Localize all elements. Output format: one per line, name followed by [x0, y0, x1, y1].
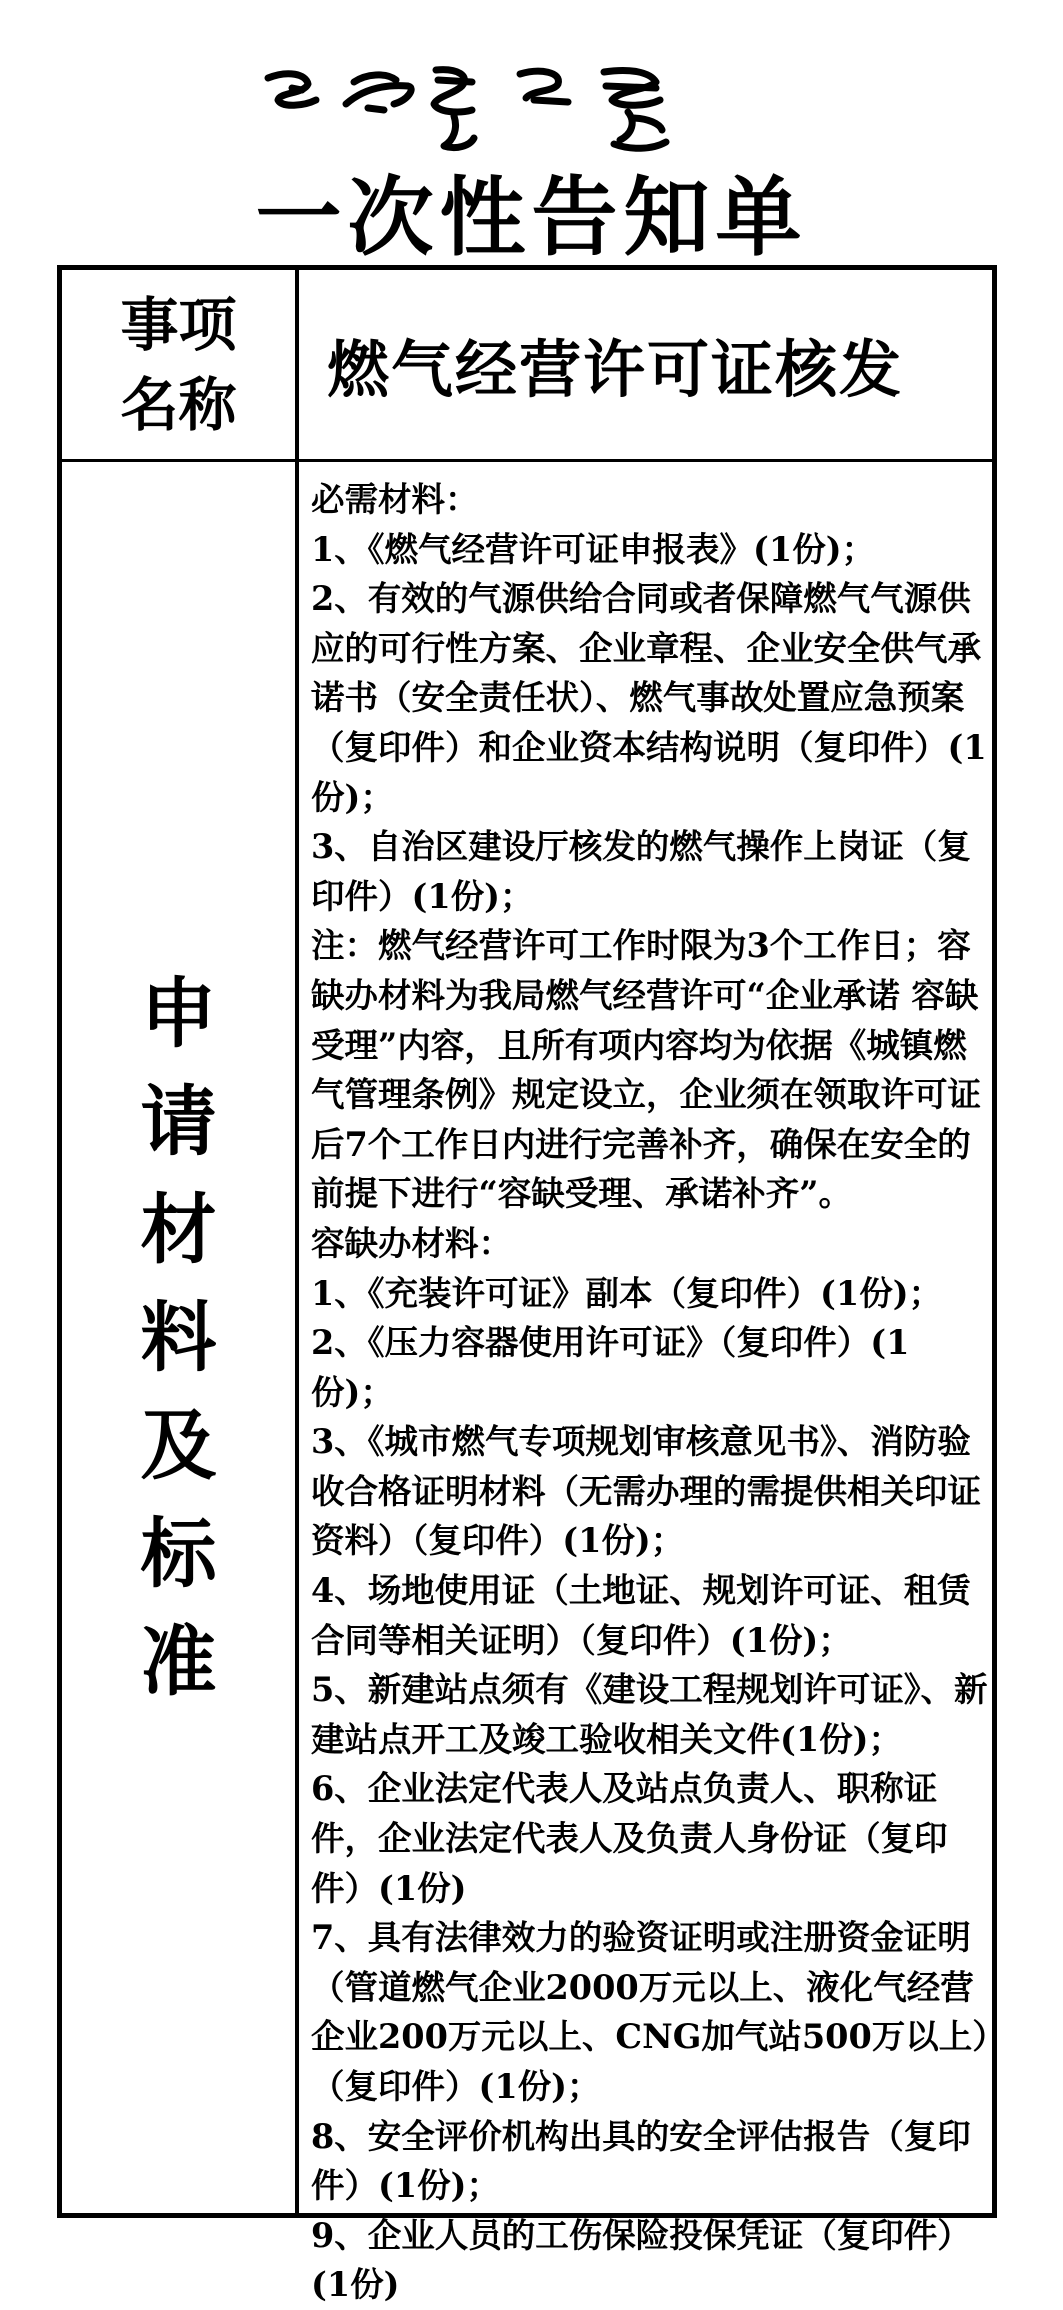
- deferred-item-3: 3、《城市燃气专项规划审核意见书》、消防验收合格证明材料（无需办理的需提供相关印证资料）（复印件）(1份)；: [311, 1422, 981, 1561]
- deferred-item-9: 9、企业人员的工伤保险投保凭证（复印件）(1份): [311, 2215, 971, 2305]
- materials-label-cell: [62, 462, 295, 2213]
- column-divider: [295, 270, 299, 2213]
- materials-heading-required: 必需材料：: [311, 480, 479, 519]
- materials-content: [311, 475, 991, 2310]
- deferred-item-6: 6、企业法定代表人及站点负责人、职称证件，企业法定代表人及负责人身份证（复印件）(1份): [311, 1769, 948, 1908]
- item-name-label: 事项名称: [120, 290, 237, 439]
- required-item-2: 2、有效的气源供给合同或者保障燃气气源供应的可行性方案、企业章程、企业安全供气承诺书（安全责任状）、燃气事故处置应急预案（复印件）和企业资本结构说明（复印件）(1份)；: [311, 579, 987, 817]
- deferred-item-5: 5、新建站点须有《建设工程规划许可证》、新建站点开工及竣工验收相关文件(1份)；: [311, 1670, 988, 1759]
- materials-note: 注：燃气经营许可工作时限为3个工作日；容缺办材料为我局燃气经营许可“企业承诺 容缺受理”内容，且所有项内容均为依据《城镇燃气管理条例》规定设立，企业须在领取许可证后7个工作日内进行完善补齐，确保在安全的前提下进行“容缺受理、承诺补齐”。: [311, 926, 981, 1214]
- materials-label: 申请材料及标准: [140, 968, 217, 1706]
- deferred-item-7: 7、具有法律效力的验资证明或注册资金证明（管道燃气企业2000万元以上、液化气经营企业200万元以上、CNG加气站500万以上）（复印件）(1份)；: [311, 1918, 989, 2106]
- deferred-item-8: 8、安全评价机构出具的安全评估报告（复印件）(1份)；: [311, 2116, 971, 2206]
- mongolian-script-graphic: [258, 60, 778, 160]
- deferred-item-1: 1、《充装许可证》副本（复印件）(1份)；: [311, 1273, 943, 1313]
- deferred-item-4: 4、场地使用证（土地证、规划许可证、租赁合同等相关证明）（复印件）(1份)；: [311, 1571, 971, 1660]
- materials-heading-deferred: 容缺办材料：: [311, 1223, 512, 1263]
- deferred-item-2: 2、《压力容器使用许可证》（复印件）(1份)；: [311, 1323, 910, 1412]
- page-title: 一次性告知单: [255, 167, 808, 268]
- required-item-3: 3、自治区建设厅核发的燃气操作上岗证（复印件）(1份)；: [311, 827, 971, 916]
- item-name-label-cell: [62, 270, 295, 459]
- mongolian-script-title: [258, 60, 778, 160]
- notice-table: [57, 265, 997, 2305]
- item-name-value: 燃气经营许可证核发: [327, 333, 904, 406]
- required-item-1: 1、《燃气经营许可证申报表》(1份)；: [311, 529, 876, 569]
